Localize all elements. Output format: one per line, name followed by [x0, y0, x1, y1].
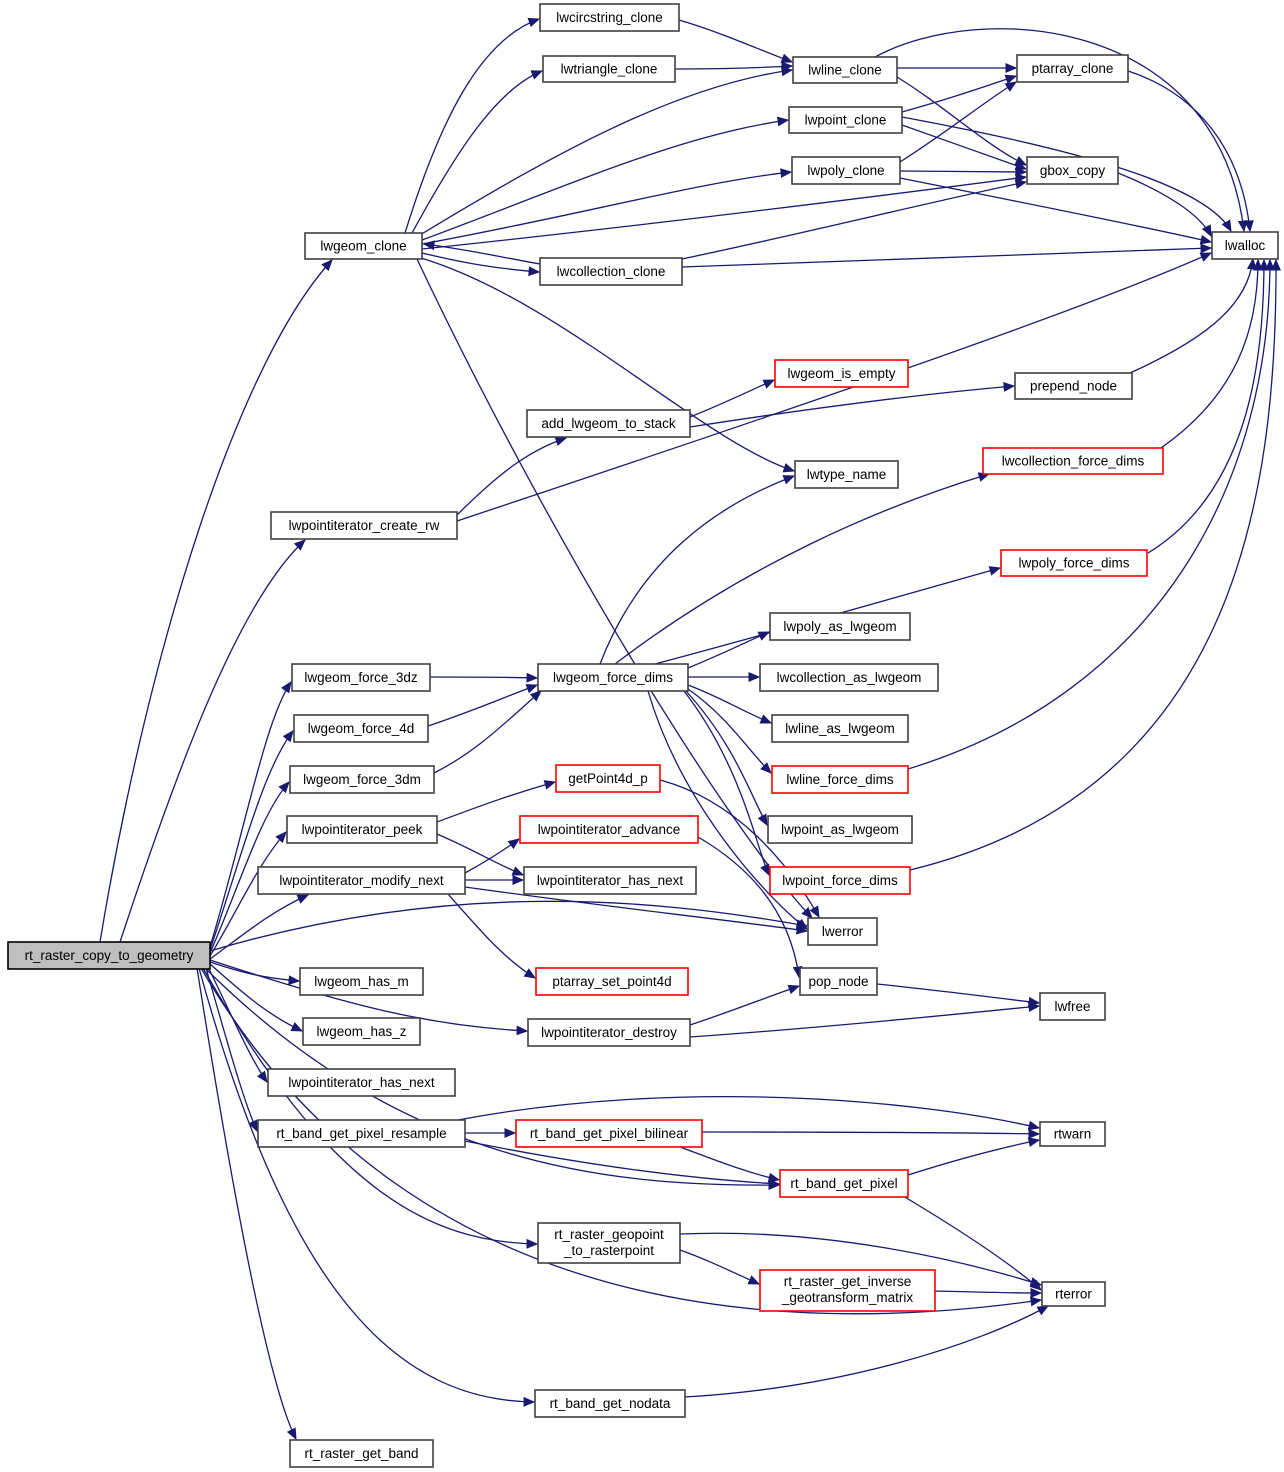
node-has_next_r[interactable] — [524, 867, 696, 894]
edge-force_3dz-to-force_dims — [430, 677, 537, 678]
node-lwcircstring_clone[interactable] — [540, 4, 679, 31]
node-lwline_clone-label: lwline_clone — [808, 62, 882, 78]
edge-lwgeom_clone-to-lwline_clone — [420, 70, 792, 235]
node-destroy[interactable] — [528, 1019, 690, 1046]
node-lwfree[interactable] — [1040, 993, 1105, 1020]
edge-geopoint-to-inverse — [680, 1250, 759, 1284]
edge-lwcollection_clone-to-lwgeom_clone — [424, 244, 540, 264]
node-lwtype_name[interactable] — [795, 461, 898, 488]
edge-lwgeom_clone-to-gbox_copy — [422, 177, 1026, 249]
node-lwgeom_is_empty[interactable] — [775, 360, 908, 387]
node-nodata-label: rt_band_get_nodata — [549, 1396, 671, 1411]
edge-force_dims-to-lwpoint_force_dims — [684, 691, 769, 875]
node-has_next_r-label: lwpointiterator_has_next — [536, 873, 684, 888]
node-force_dims-label: lwgeom_force_dims — [552, 670, 674, 685]
nodes-layer — [8, 4, 1278, 1467]
edge-add_lwgeom_to_stack-to-lwgeom_is_empty — [690, 380, 774, 417]
node-has_next_l[interactable] — [268, 1069, 455, 1096]
node-create_rw-label: lwpointiterator_create_rw — [288, 518, 440, 533]
edge-getPoint4d_p-to-lwerror — [660, 780, 819, 917]
node-lwcollection_force_dims-label: lwcollection_force_dims — [1001, 453, 1145, 469]
node-lwpoint_as_lwgeom[interactable] — [768, 816, 912, 843]
node-lwline_force_dims[interactable] — [772, 766, 908, 793]
node-pop_node[interactable] — [800, 968, 877, 995]
edge-force_dims-to-lwline_as_lwgeom — [688, 685, 771, 723]
node-lwgeom_clone-label: lwgeom_clone — [320, 238, 407, 254]
node-lwcollection_clone-label: lwcollection_clone — [556, 264, 666, 279]
edge-nodata-to-rterror — [685, 1306, 1048, 1397]
node-lwpoint_as_lwgeom-label: lwpoint_as_lwgeom — [781, 822, 899, 837]
edge-lwpoly_clone-to-lwalloc — [900, 178, 1211, 242]
node-bilinear[interactable] — [516, 1120, 702, 1147]
edge-ptarray_clone-to-lwalloc — [1128, 71, 1250, 231]
node-gbox_copy-label: gbox_copy — [1039, 163, 1106, 178]
edge-advance-to-pop_node — [698, 837, 799, 977]
edge-lwline_force_dims-to-lwalloc — [908, 260, 1270, 769]
node-lwalloc[interactable] — [1212, 232, 1278, 259]
edge-lwcircstring_clone-to-lwline_clone — [679, 20, 792, 62]
node-prepend_node-label: prepend_node — [1029, 378, 1118, 394]
node-force_dims[interactable] — [538, 664, 688, 691]
node-lwtriangle_clone-label: lwtriangle_clone — [560, 61, 658, 77]
node-gbox_copy[interactable] — [1027, 157, 1118, 184]
edge-lwpoly_clone-to-ptarray_clone — [900, 82, 1016, 162]
node-lwalloc-label: lwalloc — [1224, 238, 1266, 253]
node-lwgeom_has_z[interactable] — [303, 1018, 420, 1045]
node-lwline_force_dims-label: lwline_force_dims — [786, 772, 894, 787]
edge-modify_next-to-advance — [465, 839, 519, 873]
node-force_4d[interactable] — [294, 715, 428, 742]
node-advance[interactable] — [520, 816, 698, 843]
node-lwpoint_clone[interactable] — [789, 107, 902, 133]
edge-main-to-lwgeom_has_z — [210, 964, 302, 1031]
node-getPoint4d_p-label: getPoint4d_p — [568, 771, 648, 786]
edge-destroy-to-lwfree — [690, 1006, 1039, 1037]
edge-lwgeom_clone-to-lwtype_name — [421, 258, 794, 471]
node-resample[interactable] — [258, 1120, 465, 1147]
node-pop_node-label: pop_node — [808, 974, 869, 989]
edge-main-to-force_3dz — [210, 682, 291, 947]
node-lwtype_name-label: lwtype_name — [806, 467, 887, 482]
node-lwgeom_has_m-label: lwgeom_has_m — [314, 974, 409, 989]
edge-bilinear-to-get_pixel — [680, 1147, 779, 1180]
edge-force_3dm-to-force_dims — [434, 691, 541, 773]
edge-lwpoint_clone-to-gbox_copy — [902, 125, 1026, 169]
node-main-label: rt_raster_copy_to_geometry — [24, 948, 194, 963]
node-lwcollection_as_lwgeom[interactable] — [760, 664, 938, 691]
node-bilinear-label: rt_band_get_pixel_bilinear — [529, 1126, 689, 1141]
edge-lwgeom_clone-to-lwtriangle_clone — [412, 71, 542, 233]
node-lwfree-label: lwfree — [1054, 999, 1091, 1014]
node-inverse-label: rt_raster_get_inverse _geotransform_matrix — [781, 1274, 914, 1305]
edge-main-to-force_4d — [210, 731, 293, 950]
node-ptarray_set_point4d[interactable] — [536, 968, 688, 995]
node-get_pixel-label: rt_band_get_pixel — [790, 1176, 898, 1191]
node-peek[interactable] — [287, 816, 437, 843]
edge-lwgeom_clone-to-lwpoly_clone — [422, 172, 791, 244]
node-prepend_node[interactable] — [1015, 373, 1132, 399]
edge-bilinear-to-rtwarn — [702, 1132, 1039, 1134]
edge-add_lwgeom_to_stack-to-prepend_node — [690, 386, 1014, 427]
edge-force_dims-to-lwpoly_as_lwgeom — [688, 632, 769, 668]
node-lwpoint_force_dims-label: lwpoint_force_dims — [782, 873, 898, 888]
edge-destroy-to-pop_node — [690, 986, 799, 1025]
node-lwpoly_as_lwgeom[interactable] — [770, 613, 910, 640]
node-modify_next-label: lwpointiterator_modify_next — [279, 873, 444, 888]
node-advance-label: lwpointiterator_advance — [537, 822, 681, 837]
node-ptarray_set_point4d-label: ptarray_set_point4d — [552, 974, 672, 989]
edge-prepend_node-to-lwalloc — [1130, 259, 1253, 373]
node-lwgeom_has_z-label: lwgeom_has_z — [316, 1024, 407, 1039]
edge-lwtriangle_clone-to-lwline_clone — [675, 66, 792, 69]
node-peek-label: lwpointiterator_peek — [301, 822, 423, 837]
node-lwline_as_lwgeom-label: lwline_as_lwgeom — [785, 721, 895, 736]
edge-pop_node-to-lwfree — [877, 984, 1039, 1003]
node-geopoint[interactable] — [538, 1223, 680, 1263]
edge-lwcollection_clone-to-lwalloc — [682, 248, 1211, 267]
node-lwpoly_as_lwgeom-label: lwpoly_as_lwgeom — [783, 619, 897, 634]
node-get_band[interactable] — [290, 1440, 433, 1467]
edge-get_pixel-to-rtwarn — [908, 1140, 1039, 1175]
edge-gbox_copy-to-lwalloc — [1118, 173, 1211, 236]
node-lwline_clone[interactable] — [793, 57, 897, 83]
edge-main-to-lwerror — [210, 901, 807, 951]
node-lwpoint_force_dims[interactable] — [770, 867, 910, 894]
node-lwgeom_is_empty-label: lwgeom_is_empty — [787, 366, 896, 381]
edge-force_dims-to-lwtype_name — [600, 476, 794, 664]
node-lwgeom_clone[interactable] — [305, 233, 422, 259]
node-lwpoly_clone-label: lwpoly_clone — [807, 163, 885, 178]
node-lwpoly_force_dims[interactable] — [1001, 550, 1147, 576]
node-lwcircstring_clone-label: lwcircstring_clone — [556, 10, 663, 25]
node-lwpoly_clone[interactable] — [792, 157, 900, 184]
node-lwpoint_clone-label: lwpoint_clone — [804, 112, 887, 128]
node-has_next_l-label: lwpointiterator_has_next — [288, 1075, 435, 1090]
node-lwcollection_force_dims[interactable] — [983, 448, 1163, 474]
edge-lwgeom_clone-to-lwcollection_clone — [422, 253, 539, 272]
node-force_3dm-label: lwgeom_force_3dm — [303, 772, 421, 787]
node-lwgeom_has_m[interactable] — [300, 968, 423, 995]
node-lwline_as_lwgeom[interactable] — [772, 715, 908, 742]
edge-lwcollection_clone-to-gbox_copy — [682, 182, 1026, 259]
node-force_4d-label: lwgeom_force_4d — [307, 721, 415, 736]
node-rtwarn-label: rtwarn — [1053, 1126, 1092, 1142]
node-create_rw[interactable] — [271, 512, 457, 539]
edge-lwpoly_force_dims-to-lwalloc — [1148, 260, 1264, 553]
node-rterror[interactable] — [1042, 1282, 1105, 1306]
node-lwerror-label: lwerror — [821, 924, 864, 939]
node-lwcollection_clone[interactable] — [540, 258, 682, 285]
edge-main-to-geopoint — [203, 968, 537, 1244]
node-getPoint4d_p[interactable] — [556, 765, 660, 792]
edge-inverse-to-rterror — [935, 1291, 1041, 1293]
edge-modify_next-to-ptarray_set_point4d — [448, 894, 535, 978]
node-destroy-label: lwpointiterator_destroy — [541, 1025, 677, 1040]
node-get_band-label: rt_raster_get_band — [304, 1446, 419, 1461]
node-modify_next[interactable] — [258, 867, 465, 894]
edge-lwpoly_clone-to-gbox_copy — [900, 171, 1026, 172]
node-lwcollection_as_lwgeom-label: lwcollection_as_lwgeom — [776, 670, 922, 685]
edge-lwgeom_clone-to-lwcircstring_clone — [405, 19, 539, 233]
node-inverse[interactable] — [760, 1270, 935, 1311]
node-get_pixel[interactable] — [780, 1170, 908, 1197]
node-resample-label: rt_band_get_pixel_resample — [276, 1126, 447, 1141]
node-add_lwgeom_to_stack[interactable] — [527, 410, 690, 437]
node-nodata[interactable] — [535, 1390, 685, 1417]
node-geopoint-label: rt_raster_geopoint _to_rasterpoint — [554, 1227, 664, 1258]
node-rterror-label: rterror — [1055, 1286, 1092, 1302]
node-lwpoly_force_dims-label: lwpoly_force_dims — [1018, 555, 1130, 571]
node-force_3dz[interactable] — [292, 664, 430, 691]
node-add_lwgeom_to_stack-label: add_lwgeom_to_stack — [541, 416, 676, 431]
node-force_3dz-label: lwgeom_force_3dz — [304, 670, 418, 685]
node-ptarray_clone[interactable] — [1017, 55, 1128, 82]
edge-force_4d-to-force_dims — [428, 685, 537, 726]
node-lwerror[interactable] — [808, 918, 877, 945]
node-rtwarn[interactable] — [1040, 1122, 1105, 1146]
node-force_3dm[interactable] — [290, 766, 434, 793]
node-main[interactable] — [8, 942, 210, 969]
edges-layer — [100, 19, 1276, 1439]
edge-force_dims-to-lwline_force_dims — [688, 689, 771, 773]
node-ptarray_clone-label: ptarray_clone — [1031, 61, 1114, 76]
node-lwtriangle_clone[interactable] — [543, 56, 675, 82]
